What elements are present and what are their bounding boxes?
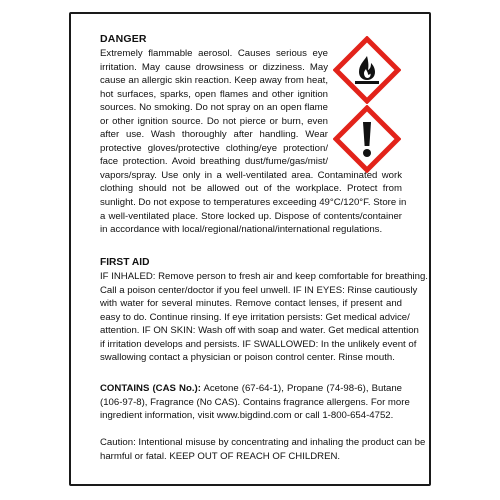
danger-line: sunlight. Do not expose to temperatures exceeding 49°C/120°F. Store in bbox=[100, 197, 407, 209]
contains-ingredients: Acetone (67-64-1), Propane (74-98-6), Butane bbox=[200, 383, 402, 394]
first-aid-text bbox=[100, 270, 428, 365]
flame-pictogram-icon bbox=[333, 36, 401, 104]
danger-line: sources. No smoking. Do not spray on an open flame bbox=[100, 102, 328, 114]
danger-line: in accordance with local/regional/national/international regulations. bbox=[100, 224, 383, 236]
danger-line: hot surfaces, sparks, open flames and other ignition bbox=[100, 88, 328, 100]
danger-line: clothing should not be allowed out of the workplace. Protect from bbox=[100, 183, 402, 195]
first-aid-line: attention. IF ON SKIN: Wash off with soap and water. Get medical attention bbox=[100, 325, 419, 337]
danger-line: vapors/spray. Use only in a well-ventilated area. Contaminated work bbox=[100, 169, 402, 181]
contains-line: (106-97-8), Fragrance (No CAS). Contains fragrance allergens. For more bbox=[100, 396, 410, 408]
first-aid-line: with water for several minutes. Remove contact lenses, if present and bbox=[100, 298, 402, 310]
danger-line: cause an allergic skin reaction. Keep away from heat, bbox=[100, 75, 328, 87]
contains-section bbox=[100, 382, 410, 423]
danger-line: after use. Wash thoroughly after handling. Wear bbox=[100, 129, 328, 141]
first-aid-line: if irritation develops and persists. IF SWALLOWED: In the unlikely event of bbox=[100, 338, 417, 350]
contains-line: ingredient information, visit www.bigdind.com or call 1-800-654-4752. bbox=[100, 410, 394, 422]
danger-line: face protection. Avoid breathing dust/fume/gas/mist/ bbox=[100, 156, 328, 168]
exclamation-mark-pictogram-icon bbox=[333, 105, 401, 173]
danger-line: a well-ventilated place. Store locked up. Dispose of contents/container bbox=[100, 210, 402, 222]
first-aid-line: swallowing contact a physician or poison control center. Rinse mouth. bbox=[100, 352, 395, 364]
danger-heading: DANGER bbox=[100, 33, 147, 45]
danger-line: protective gloves/protective clothing/eye protection/ bbox=[100, 142, 328, 154]
contains-label: CONTAINS (CAS No.): bbox=[100, 383, 201, 394]
first-aid-line: IF INHALED: Remove person to fresh air and keep comfortable for breathing. bbox=[100, 271, 428, 282]
contains-line bbox=[100, 382, 402, 396]
first-aid-line: easy to do. Continue rinsing. If eye irritation persists: Get medical advice/ bbox=[100, 311, 410, 323]
first-aid-line: Call a poison center/doctor if you feel unwell. IF IN EYES: Rinse cautiously bbox=[100, 284, 418, 296]
caution-line: Caution: Intentional misuse by concentrating and inhaling the product can be bbox=[100, 437, 426, 448]
danger-line: Extremely flammable aerosol. Causes serious eye bbox=[100, 48, 328, 59]
caution-line: harmful or fatal. KEEP OUT OF REACH OF CHILDREN. bbox=[100, 450, 341, 462]
first-aid-heading: FIRST AID bbox=[100, 257, 150, 268]
caution-section bbox=[100, 436, 426, 463]
danger-line: irritation. May cause drowsiness or dizziness. May bbox=[100, 61, 328, 73]
danger-line: or other ignition source. Do not pierce or burn, even bbox=[100, 115, 328, 127]
